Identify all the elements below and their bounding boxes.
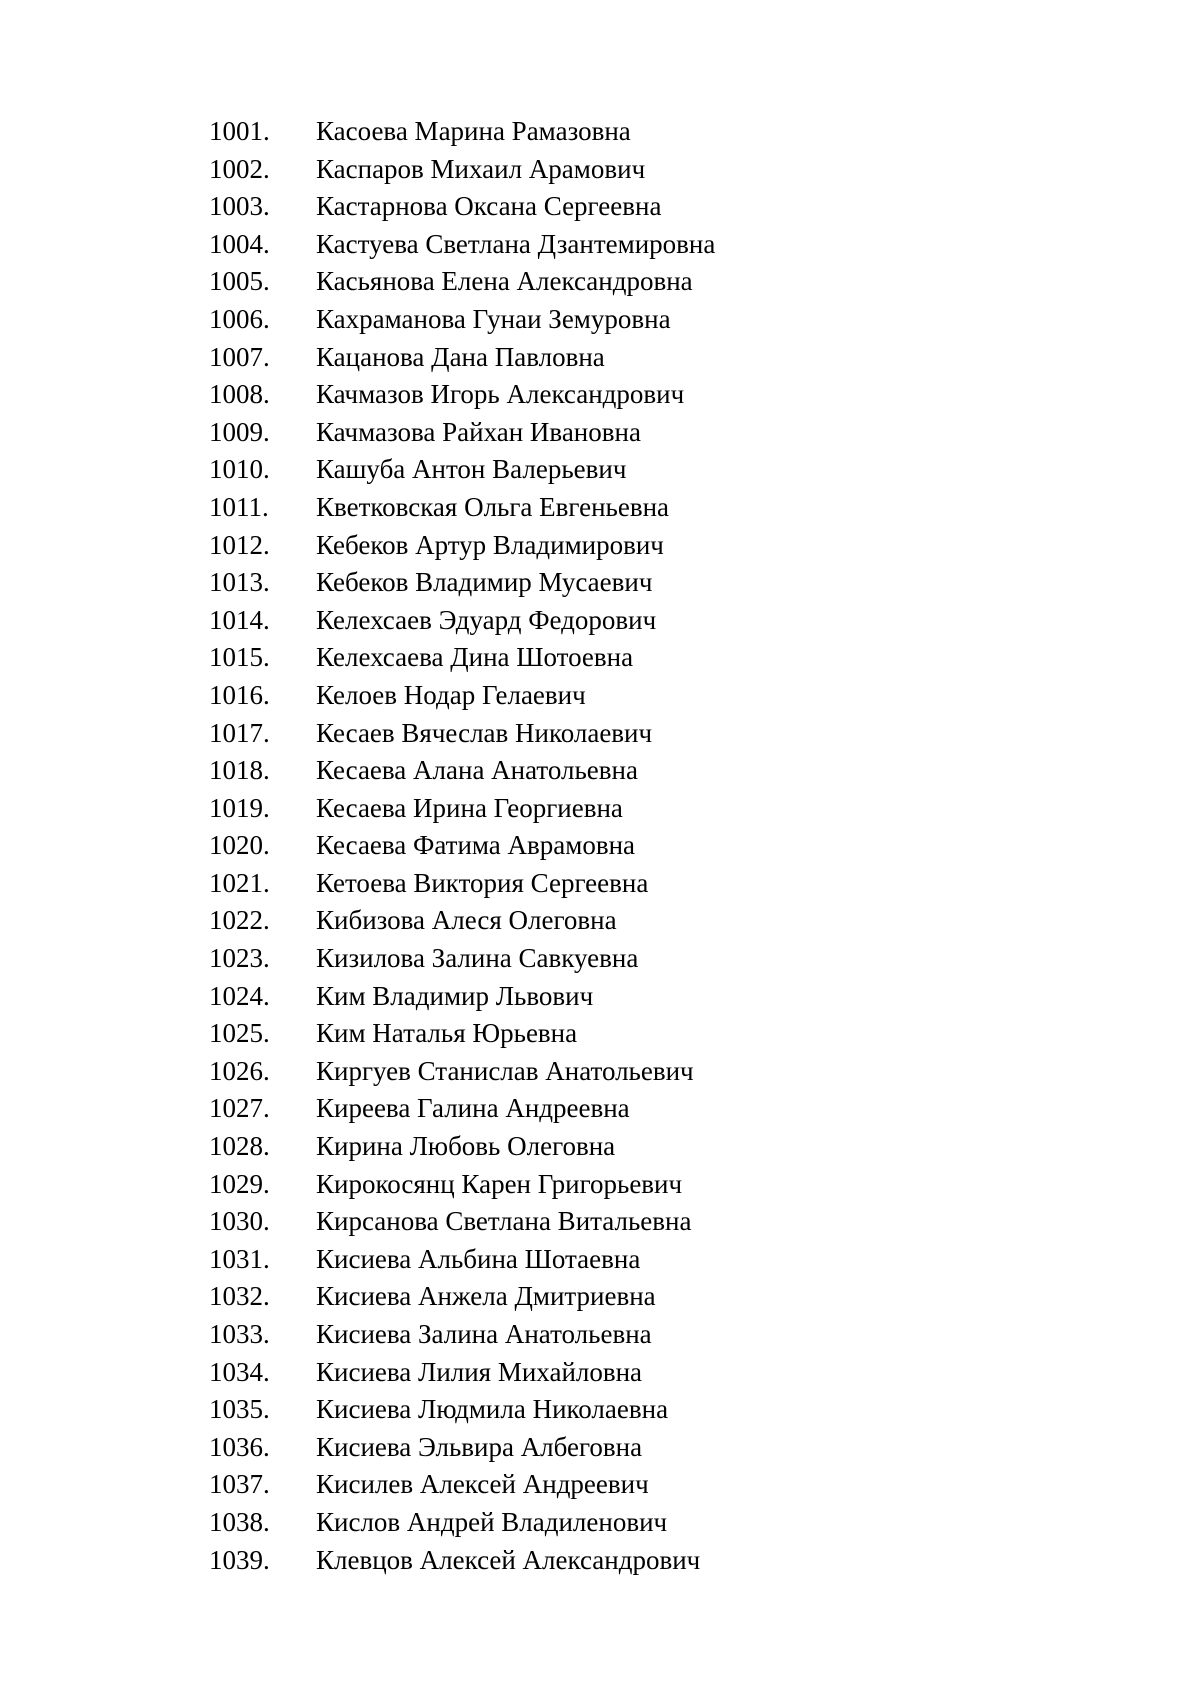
list-item-number: 1019. (209, 792, 270, 823)
list-item-number: 1009. (209, 416, 270, 447)
list-item-name: Кисиева Людмила Николаевна (316, 1394, 669, 1425)
list-item-name: Качмазов Игорь Александрович (316, 379, 685, 410)
list-item-name: Кисиева Анжела Дмитриевна (316, 1281, 656, 1312)
list-item-number: 1014. (209, 604, 270, 635)
list-item-name: Кесаева Алана Анатольевна (316, 755, 638, 786)
list-item-number: 1001. (209, 116, 270, 146)
list-item-name: Кисиева Альбина Шотаевна (316, 1243, 641, 1274)
list-item-number: 1038. (209, 1506, 270, 1537)
list-item-name: Кисилев Алексей Андреевич (316, 1469, 649, 1500)
list-item-name: Ким Владимир Львович (316, 980, 594, 1011)
list-item-name: Кастарнова Оксана Сергеевна (316, 191, 662, 222)
list-item-number: 1025. (209, 1018, 270, 1049)
list-item-name: Кесаев Вячеслав Николаевич (316, 717, 653, 748)
list-item-number: 1039. (209, 1544, 270, 1575)
list-item-number: 1010. (209, 454, 270, 485)
list-item-name: Кисиева Эльвира Албеговна (316, 1431, 643, 1462)
list-item-number: 1008. (209, 379, 270, 410)
list-item-number: 1021. (209, 867, 270, 898)
list-item-number: 1028. (209, 1131, 270, 1162)
list-item-name: Кесаева Ирина Георгиевна (316, 792, 623, 823)
list-item-name: Кирсанова Светлана Витальевна (316, 1206, 692, 1237)
list-item-name: Кашуба Антон Валерьевич (316, 454, 627, 485)
list-item-number: 1030. (209, 1206, 270, 1237)
list-item-name: Клевцов Алексей Александрович (316, 1544, 701, 1575)
list-item-name: Кебеков Владимир Мусаевич (316, 567, 653, 598)
list-item-number: 1036. (209, 1431, 270, 1462)
list-item-number: 1037. (209, 1469, 270, 1500)
list-item-name: Кирокосянц Карен Григорьевич (316, 1168, 683, 1199)
list-item-number: 1007. (209, 341, 270, 372)
list-item-number: 1002. (209, 153, 270, 184)
list-item-number: 1018. (209, 755, 270, 786)
list-item-name: Кисиева Залина Анатольевна (316, 1319, 652, 1349)
list-item-name: Каспаров Михаил Арамович (316, 153, 646, 184)
list-item-name: Кетоева Виктория Сергеевна (316, 867, 649, 898)
list-item-name: Киреева Галина Андреевна (316, 1093, 630, 1124)
list-item-number: 1003. (209, 191, 270, 222)
list-item-number: 1022. (209, 905, 270, 936)
list-item-name: Кирина Любовь Олеговна (316, 1131, 616, 1162)
list-item-number: 1020. (209, 830, 270, 861)
list-item-name: Кесаева Фатима Аврамовна (316, 830, 636, 861)
list-item-name: Кахраманова Гунаи Земуровна (316, 303, 671, 334)
list-item-number: 1023. (209, 943, 270, 974)
list-item-number: 1032. (209, 1281, 270, 1312)
list-item-number: 1027. (209, 1093, 270, 1124)
list-item-name: Келехсаева Дина Шотоевна (316, 642, 634, 673)
list-item-number: 1035. (209, 1394, 270, 1425)
list-item-name: Кисиева Лилия Михайловна (316, 1356, 643, 1387)
list-item-name: Кислов Андрей Владиленович (316, 1506, 668, 1537)
list-item-name: Качмазова Райхан Ивановна (316, 416, 641, 447)
list-item-number: 1026. (209, 1055, 270, 1086)
list-item-number: 1017. (209, 717, 270, 748)
list-item-name: Кацанова Дана Павловна (316, 341, 605, 372)
list-item-number: 1006. (209, 303, 270, 334)
list-item-number: 1024. (209, 980, 270, 1011)
list-item-name: Киргуев Станислав Анатольевич (316, 1055, 694, 1086)
list-item-number: 1005. (209, 266, 270, 297)
list-item-name: Касоева Марина Рамазовна (316, 116, 631, 146)
list-item-number: 1031. (209, 1243, 270, 1274)
list-item-name: Кастуева Светлана Дзантемировна (316, 228, 716, 259)
list-item-number: 1012. (209, 529, 270, 560)
list-item-number: 1016. (209, 679, 270, 710)
list-item-number: 1034. (209, 1356, 270, 1387)
list-item-name: Келехсаев Эдуард Федорович (316, 604, 657, 635)
list-item-number: 1011. (209, 491, 269, 522)
list-item-number: 1033. (209, 1319, 270, 1349)
list-item-number: 1015. (209, 642, 270, 673)
list-item-name: Келоев Нодар Гелаевич (316, 679, 586, 710)
list-item-name: Кветковская Ольга Евгеньевна (316, 491, 670, 522)
list-item-number: 1004. (209, 228, 270, 259)
list-item-name: Кебеков Артур Владимирович (316, 529, 664, 560)
list-item-name: Кизилова Залина Савкуевна (316, 943, 639, 974)
list-item-name: Касьянова Елена Александровна (316, 266, 693, 297)
list-item-name: Ким Наталья Юрьевна (316, 1018, 578, 1049)
list-item-name: Кибизова Алеся Олеговна (316, 905, 617, 936)
list-item-number: 1013. (209, 567, 270, 598)
list-item-number: 1029. (209, 1168, 270, 1199)
